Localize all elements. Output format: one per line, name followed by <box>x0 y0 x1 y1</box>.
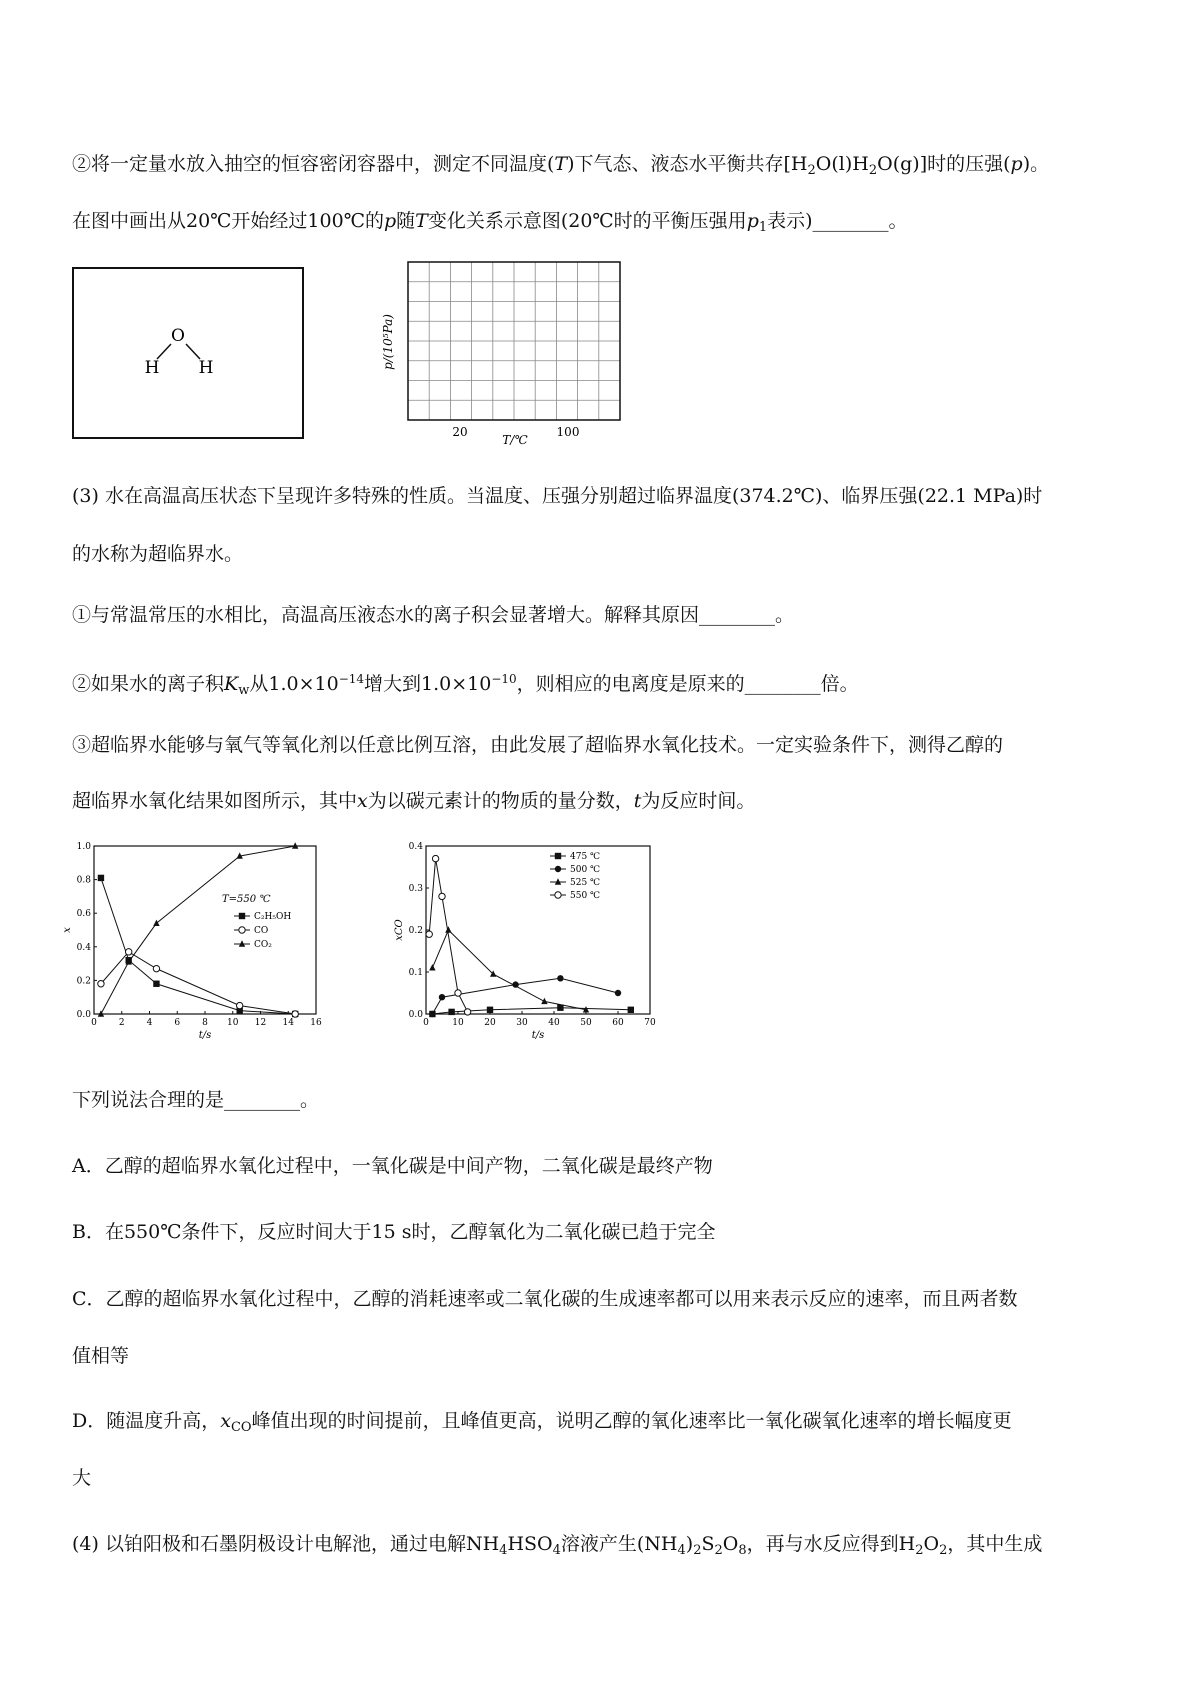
temperature-annotation: T=550 ℃ <box>222 894 271 905</box>
data-point <box>439 994 445 1000</box>
option-d-line-2: 大 <box>72 1467 92 1489</box>
hydrogen-atom-label-left: H <box>144 358 160 378</box>
question-3-sub-3-line-1: ③超临界水能够与氧气等氧化剂以任意比例互溶，由此发展了超临界水氧化技术。一定实验条件下，测得乙醇的 <box>72 734 1004 756</box>
x-axis-label: t/s <box>198 1030 212 1041</box>
option-c-line-2: 值相等 <box>72 1345 130 1367</box>
y-tick-label: 0.8 <box>76 875 91 886</box>
y-axis-label: xCO <box>394 919 405 941</box>
data-point <box>615 990 621 996</box>
legend-label: C₂H₅OH <box>254 912 292 922</box>
series-line <box>429 859 467 1012</box>
option-b: B．在550℃条件下，反应时间大于15 s时，乙醇氧化为二氧化碳已趋于完全 <box>72 1221 716 1243</box>
question-3-line-2: 的水称为超临界水。 <box>72 543 244 565</box>
x-tick-label: 0 <box>91 1018 97 1028</box>
data-point <box>429 964 435 970</box>
x-tick-label: 4 <box>146 1018 153 1028</box>
series-line <box>432 1008 630 1014</box>
x-tick-label: 10 <box>227 1018 239 1028</box>
y-tick-label: 0.6 <box>76 909 91 920</box>
grid-x-axis-label: T/℃ <box>502 433 528 447</box>
water-molecule-figure <box>72 267 304 439</box>
data-point <box>236 1002 242 1008</box>
y-tick-label: 0.3 <box>408 884 423 894</box>
y-tick-label: 0.0 <box>408 1010 423 1020</box>
option-d-line-1: D．随温度升高，$x_{CO}$峰值出现的时间提前，且峰值更高，说明乙醇的氧化速率比一氧化碳氧化速率的增长幅度更 <box>72 1410 1012 1435</box>
data-point <box>153 920 159 926</box>
plot-frame <box>94 846 316 1014</box>
grid-tick-100: 100 <box>556 425 580 439</box>
data-point <box>153 965 159 971</box>
data-point <box>125 949 131 955</box>
data-point <box>426 931 432 937</box>
y-tick-label: 0.4 <box>408 842 423 852</box>
x-tick-label: 40 <box>548 1018 560 1028</box>
ethanol-oxidation-chart-550 <box>62 840 328 1041</box>
legend-label: 525 ℃ <box>570 878 601 888</box>
question-2-line-2: 在图中画出从20℃开始经过100℃的p随T变化关系示意图(20℃时的平衡压强用$p_1$表示)________。 <box>72 210 908 235</box>
question-3-sub-1: ①与常温常压的水相比，高温高压液态水的离子积会显著增大。解释其原因________。 <box>72 604 795 626</box>
x-tick-label: 12 <box>254 1018 267 1028</box>
legend-marker <box>555 892 561 898</box>
x-tick-label: 30 <box>516 1018 528 1028</box>
legend-label: 475 ℃ <box>570 852 601 862</box>
legend-marker <box>555 866 561 872</box>
series-line <box>432 930 586 1010</box>
y-axis-label: x <box>62 927 73 933</box>
question-3-sub-2: ②如果水的离子积$K_w$从$1.0\times 10^{-14}$增大到$1.0\times 10^{-10}$，则相应的电离度是原来的________倍。 <box>72 672 859 698</box>
y-tick-label: 0.4 <box>76 942 91 953</box>
legend-label: CO₂ <box>254 940 272 950</box>
x-tick-label: 10 <box>452 1018 464 1028</box>
data-point <box>541 998 547 1004</box>
x-tick-label: 20 <box>484 1018 496 1028</box>
co-fraction-temperature-chart <box>394 840 662 1041</box>
x-tick-label: 16 <box>310 1018 322 1028</box>
x-tick-label: 70 <box>644 1018 656 1028</box>
legend-marker <box>555 853 561 859</box>
grid-y-axis-label: p/(10⁵Pa) <box>381 314 395 370</box>
y-tick-label: 0.2 <box>76 976 91 987</box>
data-point <box>557 975 563 981</box>
data-point <box>98 981 104 987</box>
data-point <box>98 875 104 881</box>
question-3-prompt: 下列说法合理的是________。 <box>72 1089 320 1111</box>
legend-label: 500 ℃ <box>570 865 601 875</box>
y-tick-label: 0.0 <box>76 1010 91 1020</box>
data-point <box>445 926 451 932</box>
x-tick-label: 50 <box>580 1018 592 1028</box>
plot-frame <box>426 846 650 1014</box>
data-point <box>487 1007 493 1013</box>
legend-marker <box>239 913 245 919</box>
x-axis-label: t/s <box>531 1030 545 1041</box>
water-molecule-drawing <box>74 269 302 437</box>
data-point <box>153 981 159 987</box>
question-4-line-1: (4) 以铂阳极和石墨阴极设计电解池，通过电解$NH_4HSO_4$溶液产生$(NH_4)_2S_2O_8$，再与水反应得到$H_2O_2$，其中生成 <box>72 1533 1043 1558</box>
hydrogen-atom-label-right: H <box>198 358 214 378</box>
question-3-line-1: (3) 水在高温高压状态下呈现许多特殊的性质。当温度、压强分别超过临界温度(374.2℃)、临界压强(22.1 MPa)时 <box>72 485 1043 507</box>
x-tick-label: 8 <box>202 1018 208 1028</box>
option-c-line-1: C．乙醇的超临界水氧化过程中，乙醇的消耗速率或二氧化碳的生成速率都可以用来表示反应的速率，而且两者数 <box>72 1288 1018 1310</box>
x-tick-label: 0 <box>423 1018 429 1028</box>
x-tick-label: 6 <box>174 1018 181 1028</box>
data-point <box>464 1009 470 1015</box>
data-point <box>429 1011 435 1017</box>
y-tick-label: 0.2 <box>408 926 423 936</box>
question-3-sub-3-line-2: 超临界水氧化结果如图所示，其中x为以碳元素计的物质的量分数，t为反应时间。 <box>72 790 756 812</box>
x-tick-label: 2 <box>118 1018 125 1028</box>
grid-tick-20: 20 <box>452 425 468 439</box>
option-a: A．乙醇的超临界水氧化过程中，一氧化碳是中间产物，二氧化碳是最终产物 <box>72 1155 713 1177</box>
data-point <box>628 1007 634 1013</box>
y-tick-label: 1.0 <box>76 842 91 852</box>
data-point <box>448 1009 454 1015</box>
question-2-line-1: ②将一定量水放入抽空的恒容密闭容器中，测定不同温度(T)下气态、液态水平衡共存$[H_2O(l)H_2O(g)]$时的压强(p)。 <box>72 153 1050 178</box>
data-point <box>292 1011 298 1017</box>
legend-label: 550 ℃ <box>570 891 601 901</box>
legend-marker <box>239 927 245 933</box>
oxygen-atom-label: O <box>171 326 185 346</box>
legend-label: CO <box>254 926 269 936</box>
data-point <box>455 990 461 996</box>
data-point <box>432 855 438 861</box>
data-point <box>439 893 445 899</box>
x-tick-label: 14 <box>282 1018 294 1028</box>
y-tick-label: 0.1 <box>408 968 423 978</box>
x-tick-label: 60 <box>612 1018 624 1028</box>
pressure-temperature-grid <box>378 258 628 448</box>
